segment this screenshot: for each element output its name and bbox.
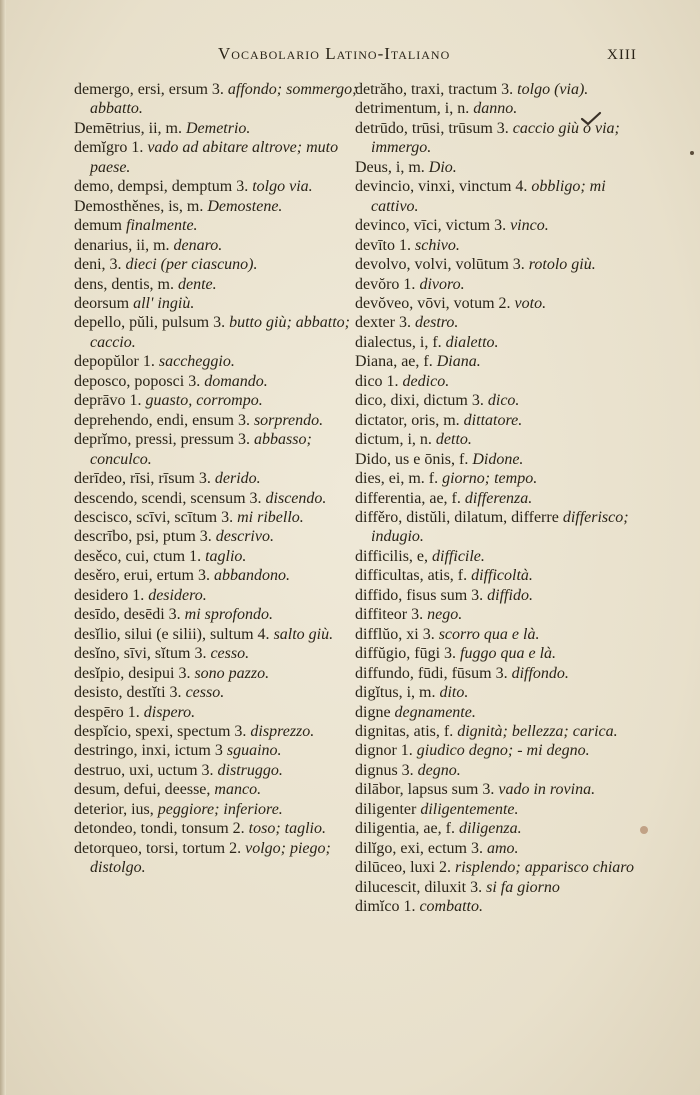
entry-translation: vado ad abitare altrove; muto paese. xyxy=(90,139,339,176)
dictionary-entry xyxy=(355,625,645,644)
ink-stain xyxy=(640,826,648,834)
entry-headword: dico, dixi, dictum 3. xyxy=(355,392,484,410)
dictionary-entry xyxy=(355,644,645,663)
entry-headword: detondeo, tondi, tonsum 2. xyxy=(74,820,245,838)
entry-translation: dico. xyxy=(487,392,520,410)
entry-headword: dignitas, atis, f. xyxy=(355,722,454,740)
entry-translation: manco. xyxy=(214,781,262,799)
dictionary-entry xyxy=(74,236,364,255)
dictionary-entry xyxy=(74,761,364,780)
entry-headword: desīdo, desēdi 3. xyxy=(74,606,181,624)
entry-headword: depopŭlor 1. xyxy=(74,353,155,371)
entry-headword: denarius, ii, m. xyxy=(74,236,170,254)
entry-translation: abbandono. xyxy=(213,567,290,585)
entry-headword: demum xyxy=(74,217,122,235)
entry-translation: guasto, corrompo. xyxy=(145,392,263,410)
dictionary-entry xyxy=(355,586,645,605)
margin-dot xyxy=(690,151,694,155)
entry-headword: dictum, i, n. xyxy=(355,431,432,449)
entry-headword: descisco, scīvi, scītum 3. xyxy=(74,508,234,526)
dictionary-entry xyxy=(355,275,645,294)
dictionary-entry xyxy=(355,878,645,897)
entry-translation: si fa giorno xyxy=(486,878,560,896)
entry-headword: devolvo, volvi, volūtum 3. xyxy=(355,256,525,274)
entry-translation: toso; taglio. xyxy=(248,820,326,838)
entry-headword: deterior, ius, xyxy=(74,800,154,818)
dictionary-entry xyxy=(355,177,645,216)
entry-translation: discendo. xyxy=(265,489,327,507)
entry-translation: giorno; tempo. xyxy=(442,470,538,488)
entry-headword: dilucescit, diluxit 3. xyxy=(355,878,483,896)
entry-headword: dictator, oris, m. xyxy=(355,411,460,429)
dictionary-entry xyxy=(74,586,364,605)
dictionary-entry xyxy=(74,255,364,274)
entry-headword: desěro, erui, ertum 3. xyxy=(74,567,210,585)
entry-headword: devŏveo, vōvi, votum 2. xyxy=(355,294,511,312)
entry-translation: caccio giù o via; immergo. xyxy=(371,119,620,157)
entry-translation: dieci (per ciascuno). xyxy=(125,256,258,274)
entry-headword: Dido, us e ōnis, f. xyxy=(355,450,469,468)
entry-translation: mi sprofondo. xyxy=(184,606,273,624)
dictionary-entry xyxy=(355,819,645,838)
entry-headword: desidero 1. xyxy=(74,586,145,604)
entry-translation: diffido. xyxy=(487,586,533,604)
entry-translation: sorprendo. xyxy=(253,411,324,429)
entry-headword: dimĭco 1. xyxy=(355,898,416,916)
dictionary-entry xyxy=(74,605,364,624)
entry-translation: salto giù. xyxy=(273,625,334,643)
entry-translation: Dio. xyxy=(428,158,457,176)
dictionary-entry xyxy=(74,216,364,235)
entry-headword: despēro 1. xyxy=(74,703,140,721)
dictionary-entry xyxy=(74,566,364,585)
left-column xyxy=(74,80,364,878)
entry-translation: dito. xyxy=(439,684,469,702)
entry-headword: desum, defui, deesse, xyxy=(74,781,211,799)
dictionary-entry xyxy=(74,722,364,741)
entry-headword: dialectus, i, f. xyxy=(355,333,442,351)
entry-headword: detrūdo, trūsi, trūsum 3. xyxy=(355,119,509,137)
entry-headword: devinco, vīci, victum 3. xyxy=(355,217,507,235)
entry-headword: derīdeo, rīsi, rīsum 3. xyxy=(74,470,211,488)
dictionary-entry xyxy=(355,741,645,760)
dictionary-entry xyxy=(355,80,645,99)
entry-translation: differenza. xyxy=(464,489,533,507)
entry-translation: taglio. xyxy=(205,547,247,565)
entry-headword: Demētrius, ii, m. xyxy=(74,119,182,137)
entry-headword: dignus 3. xyxy=(355,761,414,779)
entry-headword: dies, ei, m. f. xyxy=(355,470,439,488)
entry-headword: demo, dempsi, demptum 3. xyxy=(74,178,249,196)
dictionary-entry xyxy=(355,547,645,566)
entry-translation: amo. xyxy=(486,839,519,857)
entry-translation: dente. xyxy=(178,275,217,293)
entry-headword: devīto 1. xyxy=(355,236,411,254)
entry-headword: difficilis, e, xyxy=(355,547,429,565)
entry-headword: diligentia, ae, f. xyxy=(355,820,455,838)
entry-headword: depello, pŭli, pulsum 3. xyxy=(74,314,226,332)
dictionary-entry xyxy=(74,644,364,663)
dictionary-entry xyxy=(355,158,645,177)
entry-translation: nego. xyxy=(427,606,463,624)
dictionary-entry xyxy=(74,411,364,430)
entry-headword: dilūceo, luxi 2. xyxy=(355,859,451,877)
entry-headword: dexter 3. xyxy=(355,314,411,332)
dictionary-entry xyxy=(74,119,364,138)
dictionary-entry xyxy=(355,858,645,877)
entry-translation: Diana. xyxy=(436,353,481,371)
entry-translation: sono pazzo. xyxy=(194,664,270,682)
dictionary-entry xyxy=(74,352,364,371)
dictionary-entry xyxy=(355,294,645,313)
dictionary-entry xyxy=(74,469,364,488)
dictionary-entry xyxy=(355,391,645,410)
dictionary-entry xyxy=(74,547,364,566)
dictionary-entry xyxy=(355,722,645,741)
dictionary-entry xyxy=(355,780,645,799)
entry-headword: diligenter xyxy=(355,800,417,818)
dictionary-entry xyxy=(355,566,645,585)
dictionary-entry xyxy=(74,275,364,294)
entry-translation: degnamente. xyxy=(394,703,476,721)
entry-headword: detrimentum, i, n. xyxy=(355,100,470,118)
entry-headword: destringo, inxi, ictum 3 xyxy=(74,742,223,760)
dictionary-entry xyxy=(355,313,645,332)
entry-headword: deorsum xyxy=(74,294,130,312)
dictionary-entry xyxy=(74,391,364,410)
entry-headword: dilĭgo, exi, ectum 3. xyxy=(355,839,483,857)
dictionary-entry xyxy=(355,839,645,858)
entry-translation: dialetto. xyxy=(445,333,499,351)
dictionary-entry xyxy=(74,80,364,119)
entry-headword: Demosthěnes, is, m. xyxy=(74,197,204,215)
dictionary-entry xyxy=(355,703,645,722)
entry-translation: mi ribello. xyxy=(237,508,304,526)
entry-headword: Deus, i, m. xyxy=(355,158,425,176)
entry-headword: diffiteor 3. xyxy=(355,606,424,624)
dictionary-entry xyxy=(355,469,645,488)
entry-translation: detto. xyxy=(435,431,472,449)
entry-headword: destruo, uxi, uctum 3. xyxy=(74,761,214,779)
entry-headword: dens, dentis, m. xyxy=(74,275,174,293)
dictionary-entry xyxy=(355,333,645,352)
dictionary-entry xyxy=(355,236,645,255)
entry-translation: sguaino. xyxy=(226,742,282,760)
entry-translation: dispero. xyxy=(143,703,196,721)
dictionary-entry xyxy=(355,352,645,371)
dictionary-entry xyxy=(74,508,364,527)
entry-headword: differentia, ae, f. xyxy=(355,489,461,507)
entry-headword: diffěro, distŭli, dilatum, differre xyxy=(355,508,559,526)
entry-translation: finalmente. xyxy=(126,217,198,235)
entry-headword: digĭtus, i, m. xyxy=(355,684,436,702)
entry-translation: rotolo giù. xyxy=(528,256,596,274)
entry-translation: schivo. xyxy=(415,236,460,254)
entry-translation: denaro. xyxy=(173,236,223,254)
entry-translation: Demetrio. xyxy=(185,119,251,137)
entry-headword: desisto, destĭti 3. xyxy=(74,684,182,702)
entry-headword: diffŭgio, fūgi 3. xyxy=(355,645,457,663)
entry-translation: degno. xyxy=(417,761,461,779)
entry-translation: diligenza. xyxy=(458,820,522,838)
dictionary-entry xyxy=(74,800,364,819)
entry-headword: dico 1. xyxy=(355,372,399,390)
pencil-checkmark-icon xyxy=(580,110,602,126)
dictionary-entry xyxy=(74,664,364,683)
entry-headword: demergo, ersi, ersum 3. xyxy=(74,81,224,98)
entry-translation: distruggo. xyxy=(217,761,283,779)
dictionary-entry xyxy=(355,761,645,780)
entry-translation: diffondo. xyxy=(511,664,569,682)
dictionary-entry xyxy=(74,741,364,760)
entry-headword: Diana, ae, f. xyxy=(355,353,433,371)
entry-translation: all' ingiù. xyxy=(133,294,195,312)
entry-headword: diffido, fisus sum 3. xyxy=(355,586,484,604)
entry-headword: detrăho, traxi, tractum 3. xyxy=(355,81,514,98)
entry-translation: descrivo. xyxy=(215,528,274,546)
entry-headword: deprehendo, endi, ensum 3. xyxy=(74,411,250,429)
dictionary-entry xyxy=(355,411,645,430)
entry-headword: desĭlio, silui (e silii), sultum 4. xyxy=(74,625,270,643)
entry-translation: tolgo (via). xyxy=(517,81,589,98)
entry-translation: cesso. xyxy=(185,684,225,702)
page-number: XIII xyxy=(607,47,637,63)
entry-headword: detorqueo, torsi, tortum 2. xyxy=(74,839,242,857)
entry-translation: danno. xyxy=(473,100,518,118)
entry-translation: combatto. xyxy=(419,898,483,916)
dictionary-entry xyxy=(355,897,645,916)
entry-translation: volgo; piego; distolgo. xyxy=(90,839,331,877)
dictionary-entry xyxy=(355,508,645,547)
entry-headword: difficultas, atis, f. xyxy=(355,567,468,585)
entry-translation: abbasso; conculco. xyxy=(90,431,312,468)
entry-headword: deni, 3. xyxy=(74,256,122,274)
dictionary-entry xyxy=(74,294,364,313)
dictionary-entry xyxy=(355,664,645,683)
entry-headword: dilābor, lapsus sum 3. xyxy=(355,781,495,799)
dictionary-entry xyxy=(74,839,364,878)
dictionary-entry xyxy=(74,780,364,799)
entry-headword: dignor 1. xyxy=(355,742,413,760)
entry-translation: scorro qua e là. xyxy=(438,625,540,643)
dictionary-entry xyxy=(74,197,364,216)
entry-translation: affondo; sommergo; abbatto. xyxy=(90,81,358,118)
entry-headword: deposco, poposci 3. xyxy=(74,372,201,390)
entry-translation: dittatore. xyxy=(463,411,523,429)
dictionary-entry xyxy=(355,255,645,274)
entry-translation: dignità; bellezza; carica. xyxy=(457,722,618,740)
entry-headword: desĭpio, desipui 3. xyxy=(74,664,191,682)
page-gutter-shadow xyxy=(0,0,6,1095)
entry-translation: derido. xyxy=(214,470,261,488)
entry-translation: risplendo; apparisco chiaro xyxy=(454,859,634,877)
dictionary-entry xyxy=(355,430,645,449)
entry-translation: obbligo; mi cattivo. xyxy=(371,178,606,215)
entry-translation: voto. xyxy=(514,294,547,312)
dictionary-entry xyxy=(74,372,364,391)
entry-headword: devincio, vinxi, vinctum 4. xyxy=(355,178,528,196)
entry-translation: cesso. xyxy=(210,645,250,663)
entry-translation: domando. xyxy=(204,372,268,390)
entry-headword: descrībo, psi, ptum 3. xyxy=(74,528,212,546)
entry-translation: difficoltà. xyxy=(471,567,533,585)
entry-headword: deprĭmo, pressi, pressum 3. xyxy=(74,431,250,449)
entry-translation: butto giù; abbatto; caccio. xyxy=(90,314,350,351)
dictionary-entry xyxy=(74,313,364,352)
entry-translation: fuggo qua e là. xyxy=(460,645,557,663)
right-column xyxy=(355,80,645,916)
entry-translation: tolgo via. xyxy=(252,178,313,196)
dictionary-entry xyxy=(74,489,364,508)
entry-translation: desidero. xyxy=(148,586,207,604)
entry-headword: diffundo, fūdi, fūsum 3. xyxy=(355,664,508,682)
entry-translation: vinco. xyxy=(510,217,549,235)
dictionary-entry xyxy=(74,527,364,546)
dictionary-entry xyxy=(74,625,364,644)
entry-headword: desěco, cui, ctum 1. xyxy=(74,547,202,565)
entry-translation: Demostene. xyxy=(207,197,283,215)
entry-translation: dedico. xyxy=(402,372,450,390)
entry-translation: destro. xyxy=(414,314,459,332)
entry-headword: deprāvo 1. xyxy=(74,392,142,410)
entry-translation: giudico degno; - mi degno. xyxy=(416,742,590,760)
entry-headword: difflŭo, xi 3. xyxy=(355,625,435,643)
entry-translation: diligentemente. xyxy=(420,800,519,818)
dictionary-entry xyxy=(355,489,645,508)
entry-translation: differisco; indugio. xyxy=(371,508,629,546)
entry-headword: descendo, scendi, scensum 3. xyxy=(74,489,262,507)
dictionary-entry xyxy=(74,703,364,722)
running-title: Vocabolario Latino-Italiano xyxy=(218,44,451,63)
dictionary-entry xyxy=(355,800,645,819)
entry-translation: Didone. xyxy=(472,450,524,468)
entry-headword: desĭno, sīvi, sĭtum 3. xyxy=(74,645,207,663)
dictionary-entry xyxy=(74,138,364,177)
dictionary-entry xyxy=(355,450,645,469)
dictionary-entry xyxy=(74,683,364,702)
dictionary-entry xyxy=(355,372,645,391)
entry-translation: difficile. xyxy=(432,547,485,565)
entry-headword: digne xyxy=(355,703,391,721)
dictionary-entry xyxy=(355,683,645,702)
entry-headword: devŏro 1. xyxy=(355,275,416,293)
entry-headword: demĭgro 1. xyxy=(74,139,144,157)
dictionary-entry xyxy=(74,819,364,838)
entry-translation: divoro. xyxy=(419,275,465,293)
dictionary-entry xyxy=(74,430,364,469)
dictionary-entry xyxy=(355,216,645,235)
entry-translation: peggiore; inferiore. xyxy=(157,800,283,818)
entry-translation: disprezzo. xyxy=(250,722,315,740)
entry-translation: saccheggio. xyxy=(158,353,235,371)
page-header xyxy=(0,44,700,68)
dictionary-entry xyxy=(74,177,364,196)
entry-headword: despĭcio, spexi, spectum 3. xyxy=(74,722,247,740)
dictionary-entry xyxy=(355,605,645,624)
entry-translation: vado in rovina. xyxy=(498,781,596,799)
